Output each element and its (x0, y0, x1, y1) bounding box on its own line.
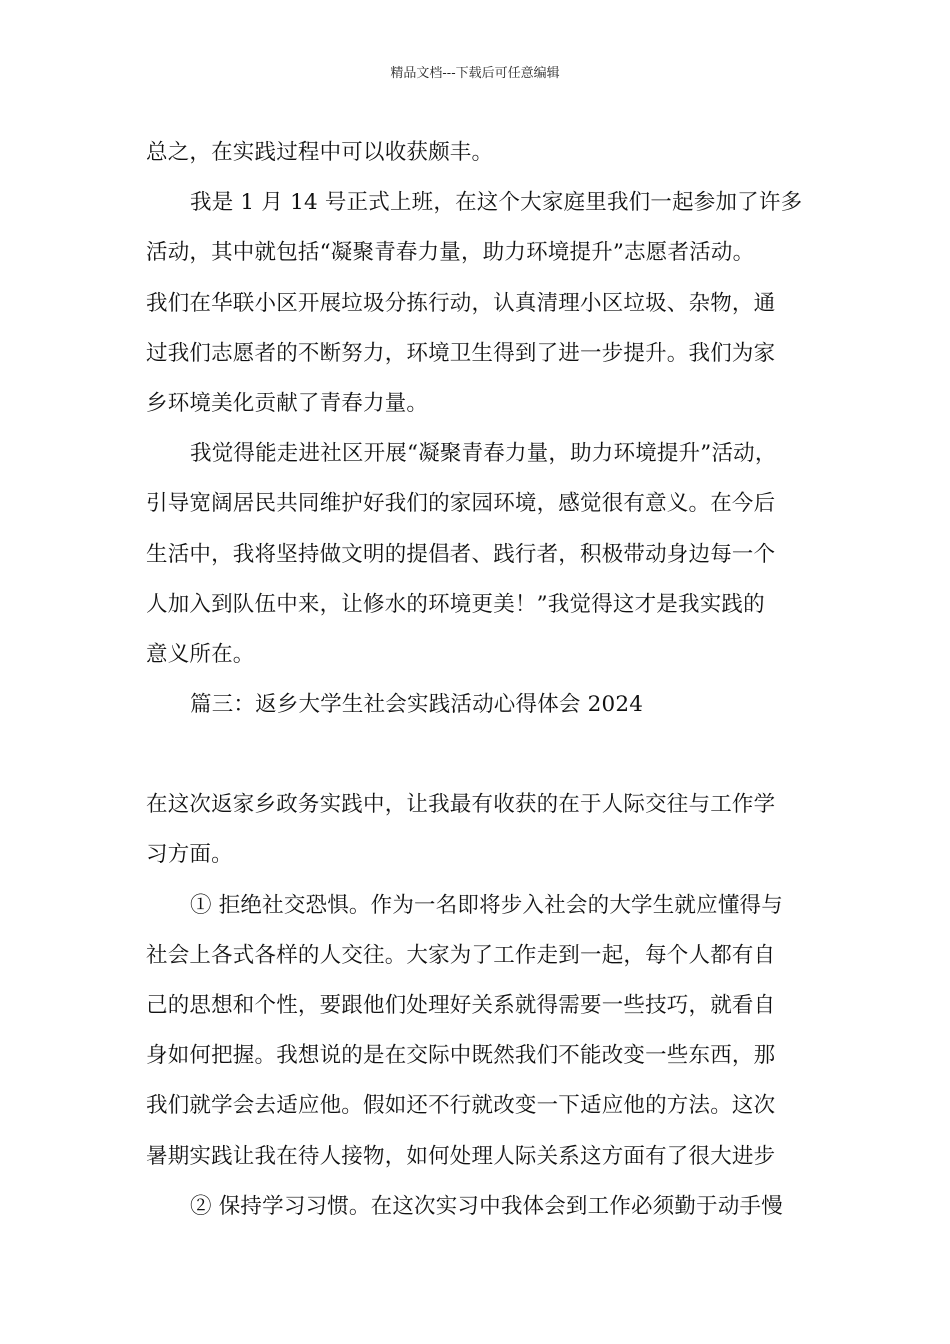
text-line: 身如何把握。我想说的是在交际中既然我们不能改变一些东西，那 (146, 1043, 776, 1069)
text-line: 社会上各式各样的人交往。大家为了工作走到一起，每个人都有自 (146, 942, 776, 968)
section-heading: 篇三：返乡大学生社会实践活动心得体会 2024 (190, 692, 644, 718)
text-line: 暑期实践让我在待人接物，如何处理人际关系这方面有了很大进步 (146, 1143, 776, 1169)
blank-line (146, 730, 818, 780)
text-line: 人加入到队伍中来，让修水的环境更美！”我觉得这才是我实践的 (146, 591, 765, 617)
text-line: 在这次返家乡政务实践中，让我最有收获的在于人际交往与工作学 (146, 792, 776, 818)
text-line: 总之，在实践过程中可以收获颇丰。 (146, 140, 494, 165)
text-line: ② 保持学习习惯。在这次实习中我体会到工作必须勤于动手慢 (190, 1193, 783, 1219)
text-line: 生活中，我将坚持做文明的提倡者、践行者，积极带动身边每一个 (146, 541, 776, 567)
text-line: ① 拒绝社交恐惧。作为一名即将步入社会的大学生就应懂得与 (190, 892, 783, 918)
text-line: 习方面。 (146, 842, 233, 868)
text-line: 我觉得能走进社区开展“凝聚青春力量，助力环境提升”活动， (190, 441, 777, 467)
text-line: 活动，其中就包括“凝聚青春力量，助力环境提升”志愿者活动。 (146, 240, 755, 266)
text-line: 乡环境美化贡献了青春力量。 (146, 390, 429, 416)
text-line: 意义所在。 (146, 641, 255, 667)
page-header: 精品文档---下载后可任意编辑 (390, 66, 560, 81)
document-body (146, 128, 818, 1232)
text-line: 我们就学会去适应他。假如还不行就改变一下适应他的方法。这次 (146, 1093, 776, 1119)
text-line: 过我们志愿者的不断努力，环境卫生得到了进一步提升。我们为家 (146, 340, 776, 366)
text-line: 我是 1 月 14 号正式上班，在这个大家庭里我们一起参加了许多 (190, 190, 803, 216)
text-line: 引导宽阔居民共同维护好我们的家园环境，感觉很有意义。在今后 (146, 491, 776, 517)
text-line: 我们在华联小区开展垃圾分拣行动，认真清理小区垃圾、杂物，通 (146, 290, 776, 316)
text-line: 己的思想和个性，要跟他们处理好关系就得需要一些技巧，就看自 (146, 993, 776, 1018)
